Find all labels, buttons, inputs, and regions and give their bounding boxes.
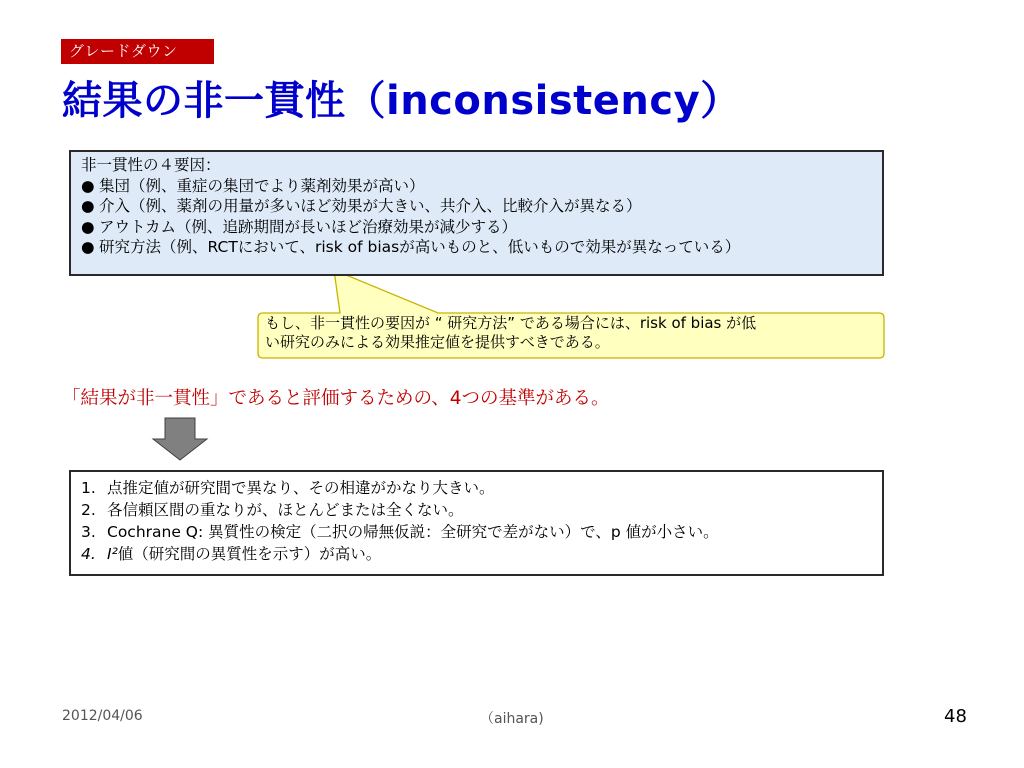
callout-line-1: もし、非一貫性の要因が “ 研究方法” である場合には、risk of bias が低	[265, 314, 757, 332]
bullet-icon: ●	[81, 238, 95, 256]
criteria-sentence: 「結果が非一貫性」であると評価するための、4つの基準がある。	[62, 388, 610, 409]
bullet-icon: ●	[81, 197, 95, 215]
factors-box	[69, 150, 884, 276]
criteria-item: 2. 各信頼区間の重なりが、ほとんどまたは全くない。	[81, 501, 464, 519]
item-number: 2.	[81, 501, 96, 519]
callout-text	[261, 314, 883, 352]
footer-author: （aihara)	[480, 711, 544, 727]
factor-item: ● 研究方法（例、RCTにおいて、risk of biasが高いものと、低いもので効果が異なっている）	[81, 238, 741, 256]
footer-date: 2012/04/06	[62, 708, 143, 724]
grade-down-tag: グレードダウン	[61, 39, 214, 64]
factor-item: ● 集団（例、重症の集団でより薬剤効果が高い）	[81, 176, 425, 195]
criteria-item: 1. 点推定値が研究間で異なり、その相違がかなり大きい。	[81, 479, 495, 497]
criteria-item: 3. Cochrane Q: 異質性の検定（二択の帰無仮説：全研究で差がない）で、p 値が小さい。	[81, 523, 719, 541]
criteria-box	[69, 470, 884, 576]
item-number: 3.	[81, 523, 96, 541]
item-number: 4.	[81, 545, 96, 563]
callout-line-2: い研究のみによる効果推定値を提供すべきである。	[265, 333, 610, 351]
factors-heading: 非一貫性の４要因：	[81, 156, 221, 174]
bullet-icon: ●	[81, 217, 95, 236]
slide-title: 結果の非一貫性（inconsistency）	[62, 78, 741, 124]
factor-item: ● アウトカム（例、追跡期間が長いほど治療効果が減少する）	[81, 217, 518, 236]
page-number: 48	[944, 706, 967, 727]
down-arrow-icon	[151, 417, 209, 461]
bullet-icon: ●	[81, 176, 95, 195]
criteria-item: 4. I²値（研究間の異質性を示す）が高い。	[81, 545, 382, 563]
i2-label: I²	[107, 545, 118, 563]
factor-item: ● 介入（例、薬剤の用量が多いほど効果が大きい、共介入、比較介入が異なる）	[81, 197, 642, 215]
item-number: 1.	[81, 479, 96, 497]
